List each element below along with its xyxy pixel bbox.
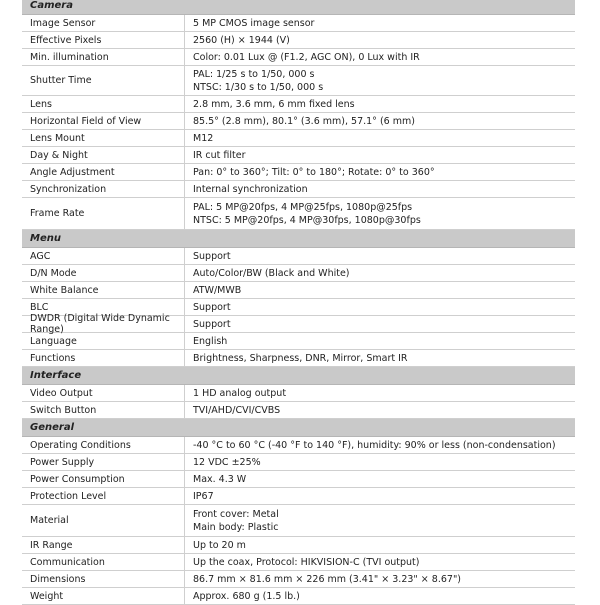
spec-value-line: Approx. 680 g (1.5 lb.)	[193, 590, 300, 602]
section-header-camera	[22, 0, 575, 15]
spec-value	[185, 164, 575, 180]
spec-label: Horizontal Field of View	[22, 113, 185, 129]
spec-row	[22, 488, 575, 505]
spec-value-line: Up the coax, Protocol: HIKVISION-C (TVI output)	[193, 556, 420, 568]
spec-value	[185, 96, 575, 112]
spec-row	[22, 181, 575, 198]
spec-row	[22, 313, 575, 335]
spec-row	[22, 471, 575, 488]
section-header-menu	[22, 230, 575, 248]
spec-value	[185, 32, 575, 48]
spec-row	[22, 66, 575, 96]
spec-value-line: Front cover: Metal	[193, 508, 279, 520]
spec-label: BLC	[22, 299, 185, 315]
spec-row	[22, 164, 575, 181]
spec-label: Angle Adjustment	[22, 164, 185, 180]
spec-value	[185, 248, 575, 264]
spec-value-line: M12	[193, 132, 214, 144]
spec-row	[22, 437, 575, 454]
spec-value	[185, 471, 575, 487]
spec-value-line: English	[193, 335, 228, 347]
spec-label: Day & Night	[22, 147, 185, 163]
spec-value-line: Auto/Color/BW (Black and White)	[193, 267, 350, 279]
spec-row	[22, 32, 575, 49]
spec-row	[22, 49, 575, 66]
spec-value	[185, 554, 575, 570]
spec-value	[185, 113, 575, 129]
spec-label: Min. illumination	[22, 49, 185, 65]
spec-value	[185, 385, 575, 401]
spec-row	[22, 15, 575, 32]
section-header-interface	[22, 367, 575, 385]
section-title: General	[30, 422, 74, 433]
spec-value	[185, 49, 575, 65]
spec-label: Lens	[22, 96, 185, 112]
spec-value-line: ATW/MWB	[193, 284, 242, 296]
section-title: Interface	[30, 370, 82, 381]
spec-row	[22, 130, 575, 147]
section-header-general	[22, 419, 575, 437]
spec-row	[22, 265, 575, 282]
spec-value-line: IP67	[193, 490, 214, 502]
spec-label: Functions	[22, 350, 185, 366]
spec-label: Power Consumption	[22, 471, 185, 487]
spec-value-line: 12 VDC ±25%	[193, 456, 261, 468]
spec-value	[185, 299, 575, 315]
spec-value-line: NTSC: 5 MP@20fps, 4 MP@30fps, 1080p@30fps	[193, 214, 421, 226]
spec-label: DWDR (Digital Wide Dynamic Range)	[22, 316, 185, 332]
spec-label: Weight	[22, 588, 185, 604]
spec-value-line: Main body: Plastic	[193, 521, 279, 533]
spec-value-line: 86.7 mm × 81.6 mm × 226 mm (3.41" × 3.23" × 8.67")	[193, 573, 462, 585]
spec-row	[22, 385, 575, 402]
spec-label: Operating Conditions	[22, 437, 185, 453]
spec-row	[22, 454, 575, 471]
spec-label: Dimensions	[22, 571, 185, 587]
spec-value	[185, 333, 575, 349]
spec-value-line: Internal synchronization	[193, 183, 308, 195]
spec-value-line: Support	[193, 318, 231, 330]
spec-row	[22, 537, 575, 554]
spec-value-line: 85.5° (2.8 mm), 80.1° (3.6 mm), 57.1° (6 mm)	[193, 115, 415, 127]
spec-value	[185, 181, 575, 197]
spec-value-line: Pan: 0° to 360°; Tilt: 0° to 180°; Rotate: 0° to 360°	[193, 166, 435, 178]
spec-table	[22, 0, 575, 605]
spec-value	[185, 130, 575, 146]
spec-label: D/N Mode	[22, 265, 185, 281]
spec-value	[185, 437, 575, 453]
spec-value-line: TVI/AHD/CVI/CVBS	[193, 404, 281, 416]
spec-label: Synchronization	[22, 181, 185, 197]
spec-value-line: PAL: 5 MP@20fps, 4 MP@25fps, 1080p@25fps	[193, 201, 413, 213]
section-title: Menu	[30, 233, 61, 244]
spec-row	[22, 333, 575, 350]
spec-value-line: Brightness, Sharpness, DNR, Mirror, Smart IR	[193, 352, 408, 364]
spec-row	[22, 588, 575, 605]
spec-value	[185, 198, 575, 229]
spec-value	[185, 316, 575, 332]
spec-value-line: Max. 4.3 W	[193, 473, 247, 485]
spec-value	[185, 350, 575, 366]
spec-row	[22, 282, 575, 299]
spec-value-line: PAL: 1/25 s to 1/50, 000 s	[193, 68, 315, 80]
spec-row	[22, 505, 575, 537]
spec-row	[22, 402, 575, 419]
spec-value	[185, 537, 575, 553]
spec-label: Material	[22, 505, 185, 536]
spec-row	[22, 96, 575, 113]
spec-row	[22, 147, 575, 164]
spec-label: Video Output	[22, 385, 185, 401]
spec-label: IR Range	[22, 537, 185, 553]
spec-value	[185, 488, 575, 504]
spec-label: Image Sensor	[22, 15, 185, 31]
spec-label: Frame Rate	[22, 198, 185, 229]
spec-value-line: Color: 0.01 Lux @ (F1.2, AGC ON), 0 Lux with IR	[193, 51, 420, 63]
spec-value-line: Up to 20 m	[193, 539, 246, 551]
spec-row	[22, 571, 575, 588]
section-title: Camera	[30, 0, 73, 11]
spec-value	[185, 147, 575, 163]
spec-label: Communication	[22, 554, 185, 570]
spec-label: Protection Level	[22, 488, 185, 504]
spec-row	[22, 350, 575, 367]
spec-value	[185, 265, 575, 281]
spec-value	[185, 15, 575, 31]
spec-label: Shutter Time	[22, 66, 185, 95]
spec-value	[185, 66, 575, 95]
spec-value-line: 1 HD analog output	[193, 387, 287, 399]
spec-label: AGC	[22, 248, 185, 264]
spec-value-line: Support	[193, 301, 231, 313]
spec-label: Power Supply	[22, 454, 185, 470]
spec-label: White Balance	[22, 282, 185, 298]
spec-label: Switch Button	[22, 402, 185, 418]
spec-row	[22, 113, 575, 130]
spec-value	[185, 571, 575, 587]
spec-label: Lens Mount	[22, 130, 185, 146]
spec-label: Language	[22, 333, 185, 349]
spec-value	[185, 588, 575, 604]
spec-row	[22, 248, 575, 265]
spec-value-line: IR cut filter	[193, 149, 246, 161]
spec-row	[22, 554, 575, 571]
spec-value	[185, 282, 575, 298]
spec-value	[185, 402, 575, 418]
spec-value-line: -40 °C to 60 °C (-40 °F to 140 °F), humidity: 90% or less (non-condensation)	[193, 439, 556, 451]
spec-value-line: Support	[193, 250, 231, 262]
spec-label: Effective Pixels	[22, 32, 185, 48]
spec-value-line: 2560 (H) × 1944 (V)	[193, 34, 290, 46]
spec-value	[185, 454, 575, 470]
spec-value-line: 5 MP CMOS image sensor	[193, 17, 315, 29]
spec-value	[185, 505, 575, 536]
spec-row	[22, 198, 575, 230]
spec-value-line: 2.8 mm, 3.6 mm, 6 mm fixed lens	[193, 98, 355, 110]
spec-value-line: NTSC: 1/30 s to 1/50, 000 s	[193, 81, 324, 93]
